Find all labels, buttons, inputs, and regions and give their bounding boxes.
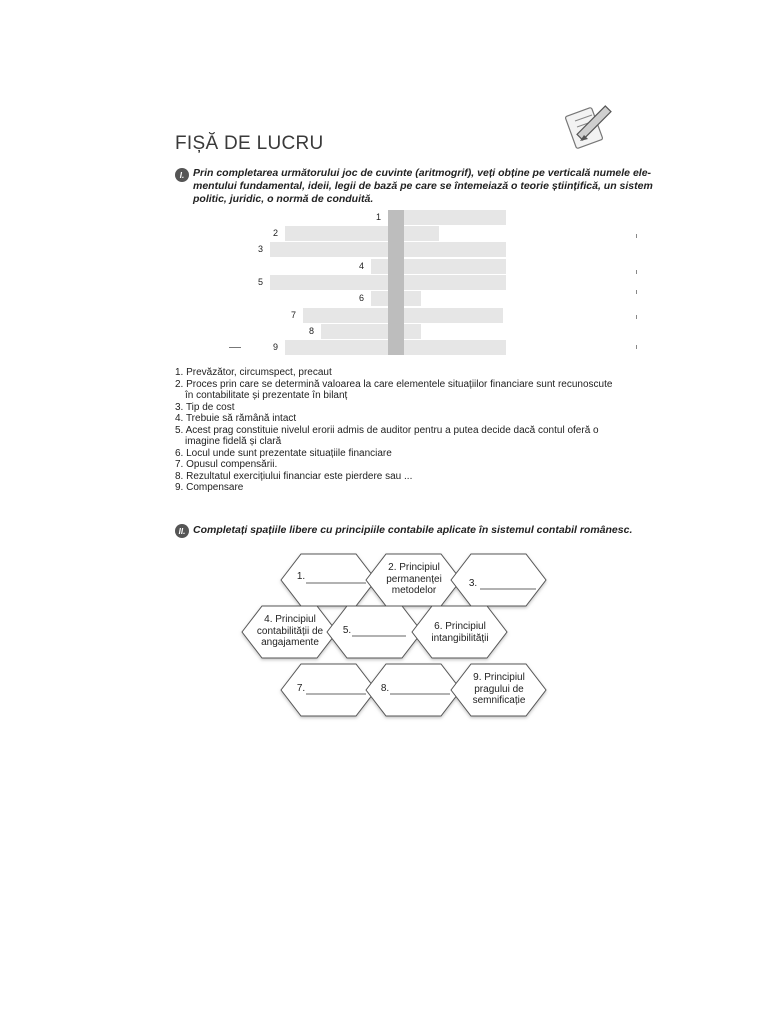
instruction-line: Prin completarea următorului joc de cuvinte (aritmogrif), veți obține pe verticală numele ele-: [193, 167, 652, 179]
hex-4-line: angajamente: [261, 637, 319, 648]
clue-item-continuation: în contabilitate și prezentate în bilanț: [185, 390, 348, 401]
hex-2-line: 2. Principiul: [388, 562, 440, 573]
hex-5-label: 5.: [342, 625, 352, 636]
row-number: 9: [273, 342, 279, 352]
hex-7-label: 7.: [296, 683, 306, 694]
clue-item: 2. Proces prin care se determină valoarea la care elementele situațiilor financiare sunt recunoscute: [175, 378, 613, 390]
row-number: 3: [258, 244, 264, 254]
hex-9-line: semnificație: [472, 695, 526, 706]
row-number: 5: [258, 277, 264, 287]
row-number: 2: [273, 228, 279, 238]
row-number: 7: [291, 310, 297, 320]
clue-item: 1. Prevăzător, circumspect, precaut: [175, 367, 332, 378]
row-number: 6: [359, 293, 365, 303]
clue-item: 3. Tip de cost: [175, 401, 235, 413]
hex-2-label: [378, 562, 450, 597]
clue-item: 6. Locul unde sunt prezentate situațiile financiare: [175, 447, 392, 459]
exercise-2-instruction: Completați spațiile libere cu principiile contabile aplicate în sistemul contabil românesc.: [193, 524, 633, 536]
hex-4-line: contabilității de: [256, 625, 324, 637]
clue-item: 8. Rezultatul exercițiului financiar este pierdere sau ...: [175, 470, 413, 482]
instruction-line: mentului fundamental, ideii, legii de bază pe care se întemeiază o teorie științifică, un sistem: [193, 180, 653, 192]
hex-6-label: [420, 621, 500, 644]
exercise-2-badge: II.: [175, 524, 189, 538]
instruction-line: politic, juridic, o normă de conduită.: [193, 193, 374, 205]
clue-item: 5. Acest prag constituie nivelul erorii admis de auditor pentru a putea decide dacă contul oferă o: [175, 424, 599, 436]
exercise-1-badge: I.: [175, 168, 189, 182]
hex-4-label: [248, 614, 332, 649]
hex-6-line: intangibilității: [431, 632, 489, 644]
row-number: 8: [309, 326, 315, 336]
hex-1-label: 1.: [296, 571, 306, 582]
hex-9-line: pragului de: [474, 683, 524, 695]
row-number: 4: [359, 261, 365, 271]
clue-item: 4. Trebuie să rămână intact: [175, 413, 297, 424]
clue-item: 9. Compensare: [175, 482, 244, 493]
hex-9-line: 9. Principiul: [473, 672, 525, 683]
hex-3-label: 3.: [468, 578, 478, 589]
hex-6-line: 6. Principiul: [434, 621, 486, 632]
hex-4-line: 4. Principiul: [264, 614, 316, 625]
row-number: 1: [376, 212, 382, 222]
hex-9-label: [463, 672, 535, 707]
hex-8-label: 8.: [380, 683, 390, 694]
hex-2-line: permanenței: [386, 573, 442, 585]
clue-item: 7. Opusul compensării.: [175, 459, 278, 470]
clue-item-continuation: imagine fidelă și clară: [185, 436, 282, 447]
hex-2-line: metodelor: [391, 585, 437, 596]
page-title: FIȘĂ DE LUCRU: [175, 133, 324, 154]
